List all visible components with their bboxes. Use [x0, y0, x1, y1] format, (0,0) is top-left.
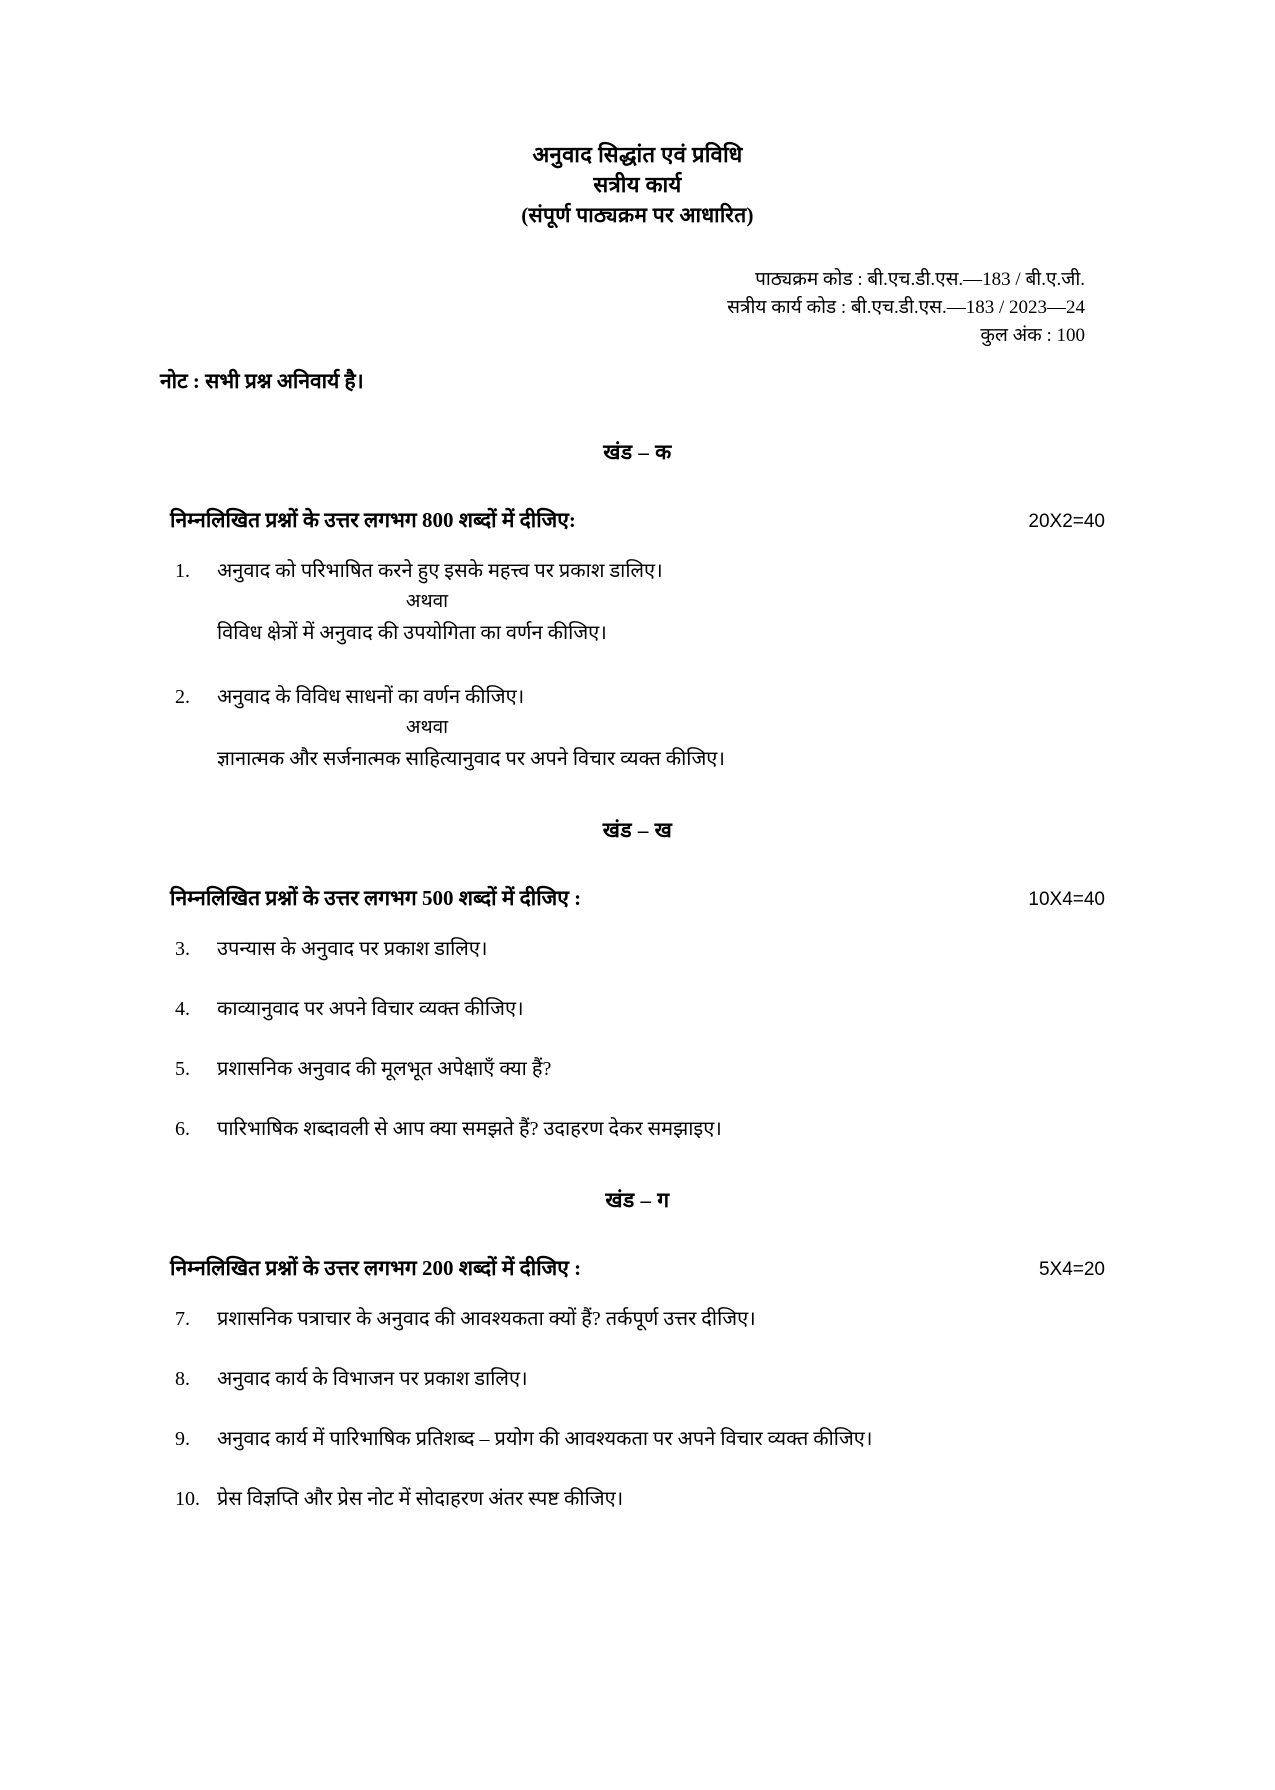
question-number: 10.: [175, 1488, 200, 1510]
question-text: पारिभाषिक शब्दावली से आप क्या समझते हैं? उदाहरण देकर समझाइए।: [217, 1118, 722, 1140]
question-body: [217, 1304, 1155, 1334]
question-item: [175, 994, 1155, 1024]
question-body: [217, 1054, 1155, 1084]
document-scope-note: (संपूर्ण पाठ्यक्रम पर आधारित): [521, 203, 754, 227]
assignment-page: [0, 140, 1275, 1790]
section-heading-ka: खंड – क: [603, 440, 672, 464]
course-meta-block: [0, 266, 1275, 350]
question-number: 1.: [175, 560, 190, 582]
question-body: [217, 1484, 1155, 1514]
section-instruction-ga: निम्नलिखित प्रश्नों के उत्तर लगभग 200 शब्दों में दीजिए :: [170, 1256, 582, 1280]
section-ga: [0, 1186, 1275, 1514]
question-text: अनुवाद के विविध साधनों का वर्णन कीजिए।: [217, 686, 525, 708]
section-heading-ga: खंड – ग: [605, 1188, 670, 1212]
document-subtitle: सत्रीय कार्य: [593, 172, 682, 197]
question-item: [175, 1114, 1155, 1144]
section-instruction-row-kha: [0, 884, 1275, 912]
section-instruction-row-ka: [0, 506, 1275, 534]
section-marks-ka: 20X2=40: [1028, 511, 1105, 532]
question-number: 5.: [175, 1058, 190, 1080]
question-body: [217, 994, 1155, 1024]
course-code-line: पाठ्यक्रम कोड : बी.एच.डी.एस.—183 / बी.ए.जी.: [755, 269, 1085, 290]
question-item: [175, 682, 1155, 774]
question-item: [175, 1364, 1155, 1394]
question-text: प्रेस विज्ञप्ति और प्रेस नोट में सोदाहरण अंतर स्पष्ट कीजिए।: [217, 1488, 624, 1510]
question-number: 3.: [175, 938, 190, 960]
question-body: [217, 1114, 1155, 1144]
question-alternative-text: ज्ञानात्मक और सर्जनात्मक साहित्यानुवाद पर अपने विचार व्यक्त कीजिए।: [217, 748, 725, 770]
instructions-note: नोट : सभी प्रश्न अनिवार्य है।: [160, 369, 364, 393]
section-instruction-kha: निम्नलिखित प्रश्नों के उत्तर लगभग 500 शब्दों में दीजिए :: [170, 886, 582, 910]
section-ka: [0, 438, 1275, 774]
question-text: अनुवाद को परिभाषित करने हुए इसके महत्त्व पर प्रकाश डालिए।: [217, 560, 663, 582]
question-list-kha: [0, 934, 1275, 1144]
question-body: [217, 556, 1155, 648]
section-marks-ga: 5X4=20: [1038, 1259, 1105, 1280]
section-marks-kha: 10X4=40: [1028, 889, 1105, 910]
question-alternative-text: विविध क्षेत्रों में अनुवाद की उपयोगिता का वर्णन कीजिए।: [217, 622, 607, 644]
question-item: [175, 1054, 1155, 1084]
question-item: [175, 1484, 1155, 1514]
section-instruction-ka: निम्नलिखित प्रश्नों के उत्तर लगभग 800 शब्दों में दीजिए:: [170, 508, 576, 532]
question-text: काव्यानुवाद पर अपने विचार व्यक्त कीजिए।: [217, 998, 524, 1020]
question-number: 6.: [175, 1118, 190, 1140]
alternative-label: अथवा: [405, 717, 449, 738]
question-text: प्रशासनिक पत्राचार के अनुवाद की आवश्यकता क्यों हैं? तर्कपूर्ण उत्तर दीजिए।: [217, 1308, 756, 1330]
page-title: अनुवाद सिद्धांत एवं प्रविधि: [532, 142, 743, 167]
total-marks-line: कुल अंक : 100: [980, 325, 1085, 346]
alternative-label: अथवा: [405, 591, 449, 612]
assignment-code-line: सत्रीय कार्य कोड : बी.एच.डी.एस.—183 / 2023—24: [727, 297, 1085, 318]
section-heading-kha: खंड – ख: [602, 818, 673, 842]
question-list-ka: [0, 556, 1275, 774]
question-text: उपन्यास के अनुवाद पर प्रकाश डालिए।: [217, 938, 488, 960]
question-number: 9.: [175, 1428, 190, 1450]
question-item: [175, 934, 1155, 964]
section-instruction-row-ga: [0, 1254, 1275, 1282]
question-item: [175, 556, 1155, 648]
section-kha: [0, 816, 1275, 1144]
question-item: [175, 1304, 1155, 1334]
question-number: 2.: [175, 686, 190, 708]
question-list-ga: [0, 1304, 1275, 1514]
question-text: प्रशासनिक अनुवाद की मूलभूत अपेक्षाएँ क्या हैं?: [217, 1058, 552, 1080]
document-title-block: [0, 140, 1275, 230]
question-body: [217, 682, 1155, 774]
question-item: [175, 1424, 1155, 1454]
question-body: [217, 1424, 1155, 1454]
question-number: 7.: [175, 1308, 190, 1330]
question-number: 4.: [175, 998, 190, 1020]
question-body: [217, 934, 1155, 964]
question-text: अनुवाद कार्य के विभाजन पर प्रकाश डालिए।: [217, 1368, 528, 1390]
question-text: अनुवाद कार्य में पारिभाषिक प्रतिशब्द – प्रयोग की आवश्यकता पर अपने विचार व्यक्त कीजिए।: [217, 1428, 873, 1450]
question-body: [217, 1364, 1155, 1394]
question-number: 8.: [175, 1368, 190, 1390]
